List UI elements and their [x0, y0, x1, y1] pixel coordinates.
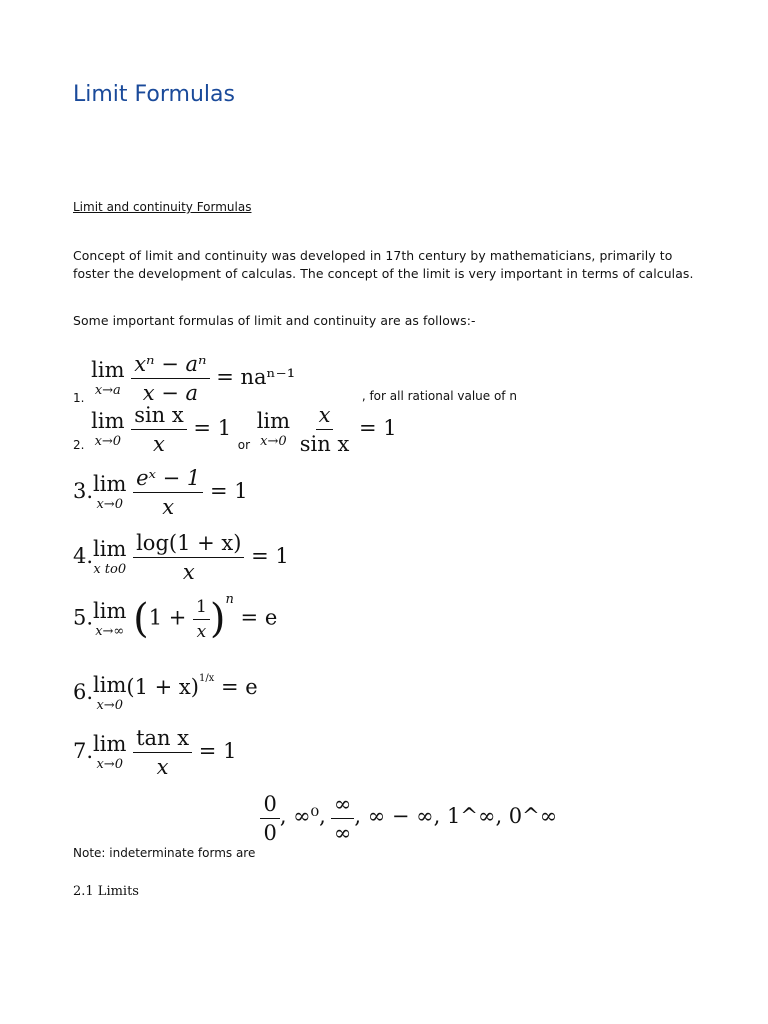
- lim-subscript: x to0: [93, 562, 127, 577]
- fraction: [131, 403, 187, 456]
- rhs: = e: [221, 675, 258, 699]
- denominator: x − a: [142, 381, 199, 405]
- formula-2: [73, 403, 397, 456]
- limit-operator-b: [257, 411, 290, 448]
- section-heading: 2.1 Limits: [73, 884, 139, 899]
- lim-text: lim: [93, 673, 127, 697]
- denominator: ∞: [333, 821, 352, 845]
- numerator: xⁿ − aⁿ: [131, 352, 209, 379]
- page-title: Limit Formulas: [73, 82, 235, 107]
- formula-4: [73, 531, 289, 584]
- limit-operator: [93, 734, 126, 771]
- numerator: sin x: [131, 403, 187, 430]
- lim-text: lim: [91, 358, 125, 382]
- limit-operator: [93, 474, 126, 511]
- limit-operator: [93, 598, 127, 639]
- exponent: n: [225, 591, 234, 607]
- rhs: = naⁿ⁻¹: [216, 365, 296, 389]
- denominator: 0: [263, 821, 277, 845]
- note-forms-part: , ∞ − ∞, 1^∞, 0^∞: [354, 804, 558, 828]
- formula-number: 5.: [73, 605, 94, 630]
- intro-line-1: Concept of limit and continuity was developed in 17th century by mathematicians, primarily to: [73, 248, 673, 263]
- left-paren: (: [133, 596, 149, 642]
- formula-number: 1.: [73, 391, 85, 405]
- limit-operator: [93, 675, 126, 712]
- denominator: x: [156, 755, 169, 779]
- formula-1: [73, 352, 517, 405]
- formula-number: 6.: [73, 680, 94, 704]
- section-subtitle-link[interactable]: Limit and continuity Formulas: [73, 200, 252, 214]
- lim-subscript: x→∞: [95, 623, 125, 639]
- exponent: 1/x: [198, 673, 215, 684]
- formula-3: [73, 466, 248, 519]
- lim-text: lim: [93, 598, 127, 623]
- rhs: = e: [240, 605, 278, 630]
- numerator: tan x: [133, 726, 192, 753]
- formula-note: , for all rational value of n: [361, 389, 517, 403]
- limit-operator: [91, 411, 124, 448]
- formula-number: 3.: [73, 479, 94, 503]
- lim-text: lim: [91, 409, 125, 433]
- formula-number: 2.: [73, 438, 85, 452]
- lim-subscript: x→a: [94, 383, 121, 398]
- fraction: [193, 597, 210, 642]
- formulas-intro: Some important formulas of limit and continuity are as follows:-: [73, 313, 476, 328]
- right-paren: ): [209, 596, 226, 642]
- denominator: sin x: [299, 432, 350, 456]
- lim-subscript: x→0: [96, 698, 123, 713]
- fraction: [131, 352, 209, 405]
- lim-subscript: x→0: [96, 757, 123, 772]
- denominator: x: [182, 560, 195, 584]
- numerator: ∞: [331, 792, 355, 819]
- limit-operator: [93, 539, 126, 576]
- numerator: 1: [193, 597, 210, 620]
- or-text: or: [237, 438, 251, 452]
- formula-number: 4.: [73, 544, 94, 568]
- fraction: [133, 466, 203, 519]
- numerator: 0: [260, 792, 279, 819]
- lim-text: lim: [93, 732, 127, 756]
- indeterminate-forms-note: [73, 792, 558, 860]
- denominator: x: [153, 432, 165, 456]
- rhs: = 1: [251, 544, 289, 568]
- rhs: = 1: [193, 416, 232, 440]
- numerator: log(1 + x): [133, 531, 244, 558]
- fraction-zero-over-zero: [260, 792, 279, 845]
- limit-operator: [91, 360, 124, 397]
- formula-7: [73, 726, 236, 779]
- fraction-inf-over-inf: [331, 792, 355, 845]
- lim-text: lim: [256, 409, 291, 433]
- numerator: x: [316, 403, 334, 430]
- rhs: = 1: [198, 739, 237, 763]
- note-forms-part: , ∞⁰,: [279, 804, 326, 828]
- rhs: = 1: [209, 479, 248, 503]
- rhs: = 1: [359, 416, 397, 440]
- intro-line-2: foster the development of calculas. The concept of the limit is very important in terms of calculas.: [73, 266, 694, 281]
- lim-subscript: x→0: [96, 497, 123, 512]
- lim-text: lim: [93, 537, 127, 561]
- formula-6: [73, 675, 258, 712]
- note-label: Note: indeterminate forms are: [73, 846, 256, 860]
- inner-expr: 1 +: [148, 605, 187, 630]
- fraction: [133, 531, 244, 584]
- fraction-b: [297, 403, 353, 456]
- base-expr: (1 + x): [126, 675, 199, 699]
- fraction: [133, 726, 192, 779]
- formula-number: 7.: [73, 739, 94, 763]
- denominator: x: [196, 621, 207, 642]
- denominator: x: [162, 495, 175, 519]
- lim-text: lim: [93, 472, 127, 496]
- numerator: eˣ − 1: [133, 466, 203, 493]
- lim-subscript: x→0: [260, 434, 287, 449]
- formula-5: [73, 591, 278, 642]
- lim-subscript: x→0: [94, 434, 122, 449]
